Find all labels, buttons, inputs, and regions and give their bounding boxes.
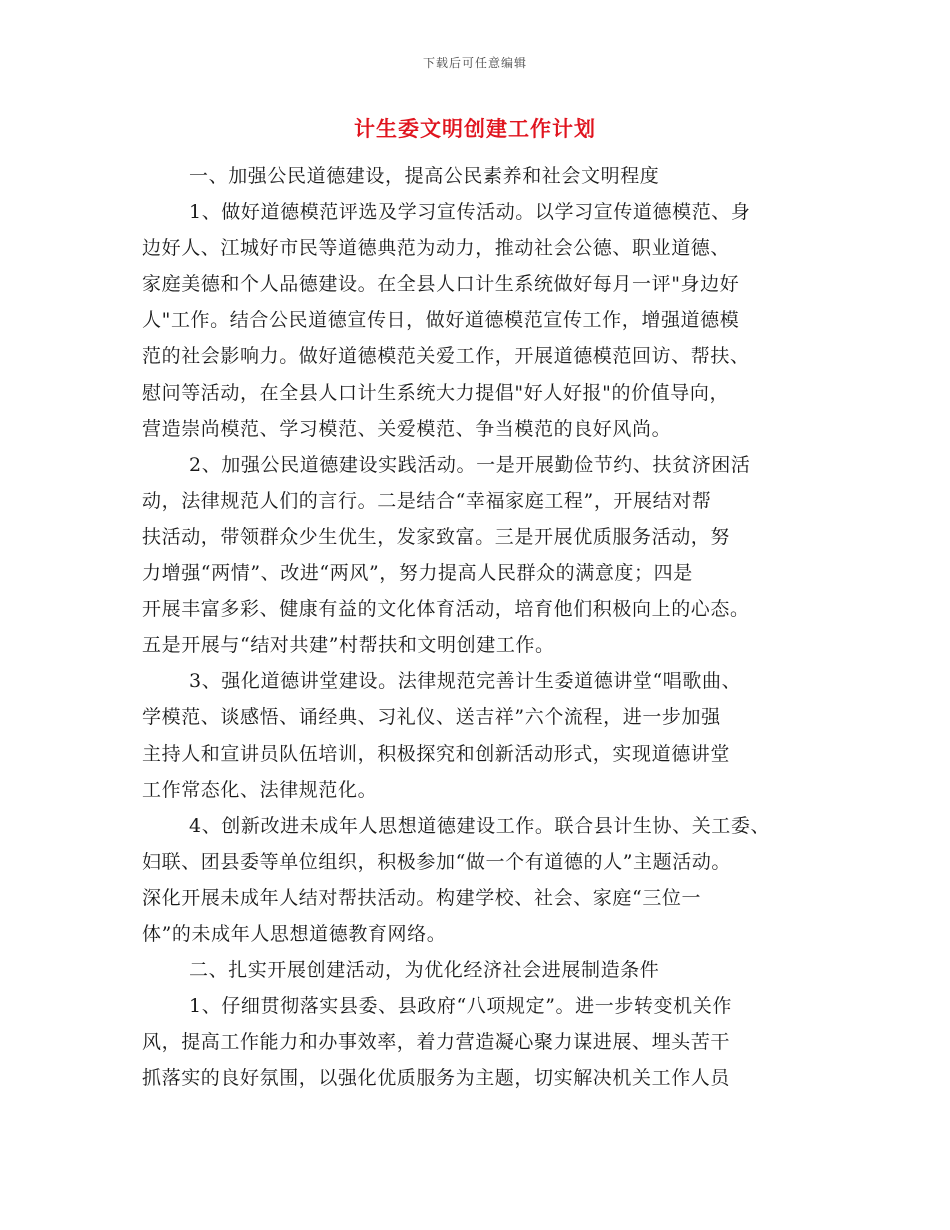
text-line: 体”的未成年人思想道德教育网络。 bbox=[142, 922, 447, 945]
text-line: 边好人、江城好市民等道德典范为动力，推动社会公德、职业道德、 bbox=[142, 237, 731, 260]
document-body bbox=[142, 158, 822, 1096]
text-line: 开展丰富多彩、健康有益的文化体育活动，培育他们积极向上的心态。 bbox=[142, 598, 750, 621]
text-line: 动，法律规范人们的言行。二是结合“幸福家庭工程”，开展结对帮 bbox=[142, 489, 712, 512]
text-line: 学模范、谈感悟、诵经典、习礼仪、送吉祥”六个流程，进一步加强 bbox=[142, 706, 721, 729]
text-line: 扶活动，带领群众少生优生，发家致富。三是开展优质服务活动，努 bbox=[142, 525, 731, 548]
text-line: 五是开展与“结对共建”村帮扶和文明创建工作。 bbox=[142, 634, 555, 657]
text-line: 一、加强公民道德建设，提高公民素养和社会文明程度 bbox=[189, 165, 660, 187]
text-line: 深化开展未成年人结对帮扶活动。构建学校、社会、家庭“三位一 bbox=[142, 886, 702, 909]
text-line: 家庭美德和个人品德建设。在全县人口计生系统做好每月一评"身边好 bbox=[142, 273, 740, 296]
text-line: 力增强“两情”、改进“两风”，努力提高人民群众的满意度；四是 bbox=[142, 562, 693, 585]
text-line: 二、扎实开展创建活动，为优化经济社会进展制造条件 bbox=[189, 959, 660, 982]
text-line: 营造崇尚模范、学习模范、关爱模范、争当模范的良好风尚。 bbox=[142, 417, 672, 440]
text-line: 风，提高工作能力和办事效率，着力营造凝心聚力谋进展、埋头苦干 bbox=[142, 1031, 731, 1054]
page-header: 下载后可任意编辑 bbox=[422, 56, 527, 70]
text-line: 1、仔细贯彻落实县委、县政府“八项规定”。进一步转变机关作 bbox=[189, 995, 732, 1018]
text-line: 抓落实的良好氛围，以强化优质服务为主题，切实解决机关工作人员 bbox=[142, 1067, 731, 1090]
document-title: 计生委文明创建工作计划 bbox=[354, 116, 596, 141]
text-line: 妇联、团县委等单位组织，积极参加“做一个有道德的人”主题活动。 bbox=[142, 850, 732, 873]
text-line: 1、做好道德模范评选及学习宣传活动。以学习宣传道德模范、身 bbox=[189, 201, 751, 224]
text-line: 3、强化道德讲堂建设。法律规范完善计生委道德讲堂“唱歌曲、 bbox=[189, 670, 742, 693]
text-line: 工作常态化、法律规范化。 bbox=[142, 778, 378, 801]
text-line: 慰问等活动，在全县人口计生系统大力提倡"好人好报"的价值导向， bbox=[142, 381, 730, 404]
text-line: 范的社会影响力。做好道德模范关爱工作，开展道德模范回访、帮扶、 bbox=[142, 345, 750, 368]
text-line: 4、创新改进未成年人思想道德建设工作。联合县计生协、关工委、 bbox=[189, 814, 771, 837]
text-line: 人"工作。结合公民道德宣传日，做好道德模范宣传工作，增强道德模 bbox=[142, 309, 740, 332]
text-line: 主持人和宣讲员队伍培训，积极探究和创新活动形式，实现道德讲堂 bbox=[142, 742, 731, 765]
text-line: 2、加强公民道德建设实践活动。一是开展勤俭节约、扶贫济困活 bbox=[189, 453, 751, 476]
